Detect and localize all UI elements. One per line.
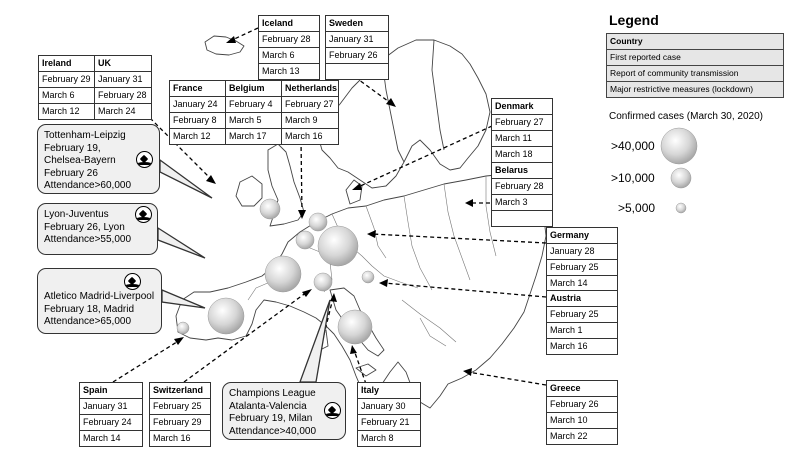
country-table-spain (79, 382, 143, 447)
arrow-germany (372, 234, 546, 243)
soccer-ball-icon (124, 273, 141, 290)
arrow-austria (384, 283, 546, 297)
lockdown-date: March 18 (492, 146, 552, 162)
callout-pointers (158, 160, 330, 382)
lockdown-date: March 16 (547, 338, 617, 354)
ireland-shape (236, 176, 262, 206)
bubble-spain (208, 298, 244, 334)
community-transmission-date: February 21 (358, 414, 420, 430)
callout-line: Attendance>55,000 (44, 234, 132, 245)
first-case-date: February 28 (259, 31, 319, 47)
country-name: Germany (550, 230, 590, 240)
community-transmission-date: March 9 (282, 112, 338, 128)
callout-line: Attendance>60,000 (44, 180, 132, 191)
first-case-date: February 26 (547, 396, 617, 412)
soccer-ball-icon (136, 151, 153, 168)
first-case-date: February 25 (150, 398, 210, 414)
country-table-sweden (325, 15, 389, 80)
country-table-germany (546, 227, 618, 292)
callout-line: February 26, Lyon (44, 221, 125, 233)
callout-champions-league (222, 382, 346, 440)
community-transmission-date: March 1 (547, 322, 617, 338)
country-table-uk (94, 55, 152, 120)
iceland-shape (205, 36, 244, 55)
lockdown-date: March 14 (80, 430, 142, 446)
first-case-date: January 24 (170, 96, 226, 112)
callout-line: Atalanta-Valencia (229, 400, 307, 412)
country-table-switzerland (149, 382, 211, 447)
legend-bubble-small (676, 203, 686, 213)
callout-line: February 19, (44, 142, 101, 154)
country-name: Ireland (42, 58, 72, 68)
first-case-date: January 31 (95, 71, 151, 87)
country-name: Netherlands (285, 83, 338, 93)
legend-bubble-medium (671, 168, 691, 188)
size-label-small: >5,000 (618, 201, 656, 215)
legend-key-table (606, 33, 784, 98)
callout-line: Attendance>65,000 (44, 316, 132, 327)
legend-key-lockdown: Major restrictive measures (lockdown) (607, 81, 783, 97)
lockdown-date: March 12 (170, 128, 226, 144)
country-table-ireland (38, 55, 96, 120)
community-transmission-date: February 26 (326, 47, 388, 63)
legend-key-first-case: First reported case (607, 49, 783, 65)
country-table-belarus (491, 162, 553, 227)
size-label-large: >40,000 (611, 139, 655, 153)
first-case-date: January 31 (326, 31, 388, 47)
country-name: Italy (361, 385, 380, 395)
country-name: France (173, 83, 203, 93)
arrow-switzerland (184, 292, 307, 382)
lockdown-date: March 8 (358, 430, 420, 446)
lockdown-date (326, 63, 388, 79)
confirmed-cases-title: Confirmed cases (March 30, 2020) (609, 111, 763, 122)
community-transmission-date: February 29 (150, 414, 210, 430)
lockdown-date: March 13 (259, 63, 319, 79)
country-name: Iceland (262, 18, 294, 28)
first-case-date: February 27 (282, 96, 338, 112)
community-transmission-date: February 24 (80, 414, 142, 430)
size-label-medium: >10,000 (611, 171, 655, 185)
bubble-netherlands (309, 213, 327, 231)
first-case-date: February 4 (226, 96, 282, 112)
soccer-ball-icon (324, 402, 341, 419)
first-case-date: January 30 (358, 398, 420, 414)
first-case-date: February 28 (492, 178, 552, 194)
community-transmission-date: February 8 (170, 112, 226, 128)
community-transmission-date: March 11 (492, 130, 552, 146)
legend-title: Legend (609, 12, 659, 28)
community-transmission-date: March 6 (259, 47, 319, 63)
lockdown-date: March 16 (282, 128, 338, 144)
country-table-belgium (225, 80, 283, 145)
bubble-portugal (177, 322, 189, 334)
callout-line: Chelsea-Bayern (44, 155, 116, 166)
country-table-italy (357, 382, 421, 447)
first-case-date: February 25 (547, 306, 617, 322)
first-case-date: February 29 (39, 71, 95, 87)
callout-line: February 18, Madrid (44, 303, 135, 315)
sicily-shape (356, 364, 376, 376)
lockdown-date: March 12 (39, 103, 95, 119)
bubble-italy (338, 310, 372, 344)
bubble-austria (362, 271, 374, 283)
bubble-switzerland (314, 273, 332, 291)
first-case-date: February 27 (492, 114, 552, 130)
callout-line: Champions League (229, 388, 316, 399)
callout-atletico-liverpool (37, 268, 162, 334)
legend-key-country: Country (607, 34, 783, 49)
country-table-denmark (491, 98, 553, 163)
callout-line: Attendance>40,000 (229, 425, 317, 437)
country-table-netherlands (281, 80, 339, 145)
legend-key-community-transmission: Report of community transmission (607, 65, 783, 81)
community-transmission-date: March 6 (39, 87, 95, 103)
country-name: UK (98, 58, 111, 68)
community-transmission-date: February 25 (547, 259, 617, 275)
country-name: Belarus (495, 165, 529, 175)
finland-border (432, 40, 444, 150)
first-case-date: January 28 (547, 243, 617, 259)
country-table-france (169, 80, 227, 145)
country-name: Sweden (329, 18, 364, 28)
lockdown-date (492, 210, 552, 226)
bubble-belgium (296, 231, 314, 249)
arrow-spain (113, 340, 180, 382)
lockdown-date: March 22 (547, 428, 617, 444)
lockdown-date: March 14 (547, 275, 617, 291)
callout-tottenham-leipzig (37, 124, 160, 194)
lockdown-date: March 24 (95, 103, 151, 119)
country-table-greece (546, 380, 618, 445)
callout-line: Lyon-Juventus (44, 209, 109, 220)
bubble-france (265, 256, 301, 292)
country-name: Austria (550, 293, 582, 303)
bubble-uk (260, 199, 280, 219)
community-transmission-date: March 10 (547, 412, 617, 428)
first-case-date: January 31 (80, 398, 142, 414)
callout-line: Tottenham-Leipzig (44, 130, 126, 141)
bubble-germany (318, 226, 358, 266)
arrow-greece (468, 372, 546, 385)
lockdown-date: March 16 (150, 430, 210, 446)
callout-line: February 26 (44, 167, 98, 179)
callout-line: February 19, Milan (229, 413, 313, 424)
community-transmission-date: March 3 (492, 194, 552, 210)
callout-line: Atletico Madrid-Liverpool (44, 291, 155, 302)
soccer-ball-icon (135, 206, 152, 223)
country-table-iceland (258, 15, 320, 80)
community-transmission-date: March 5 (226, 112, 282, 128)
country-name: Greece (550, 383, 581, 393)
country-name: Spain (83, 385, 108, 395)
lockdown-date: March 17 (226, 128, 282, 144)
country-name: Belgium (229, 83, 265, 93)
country-name: Switzerland (153, 385, 204, 395)
legend-bubble-large (661, 128, 697, 164)
callout-lyon-juventus (37, 203, 158, 255)
country-name: Denmark (495, 101, 534, 111)
community-transmission-date: February 28 (95, 87, 151, 103)
country-table-austria (546, 290, 618, 355)
